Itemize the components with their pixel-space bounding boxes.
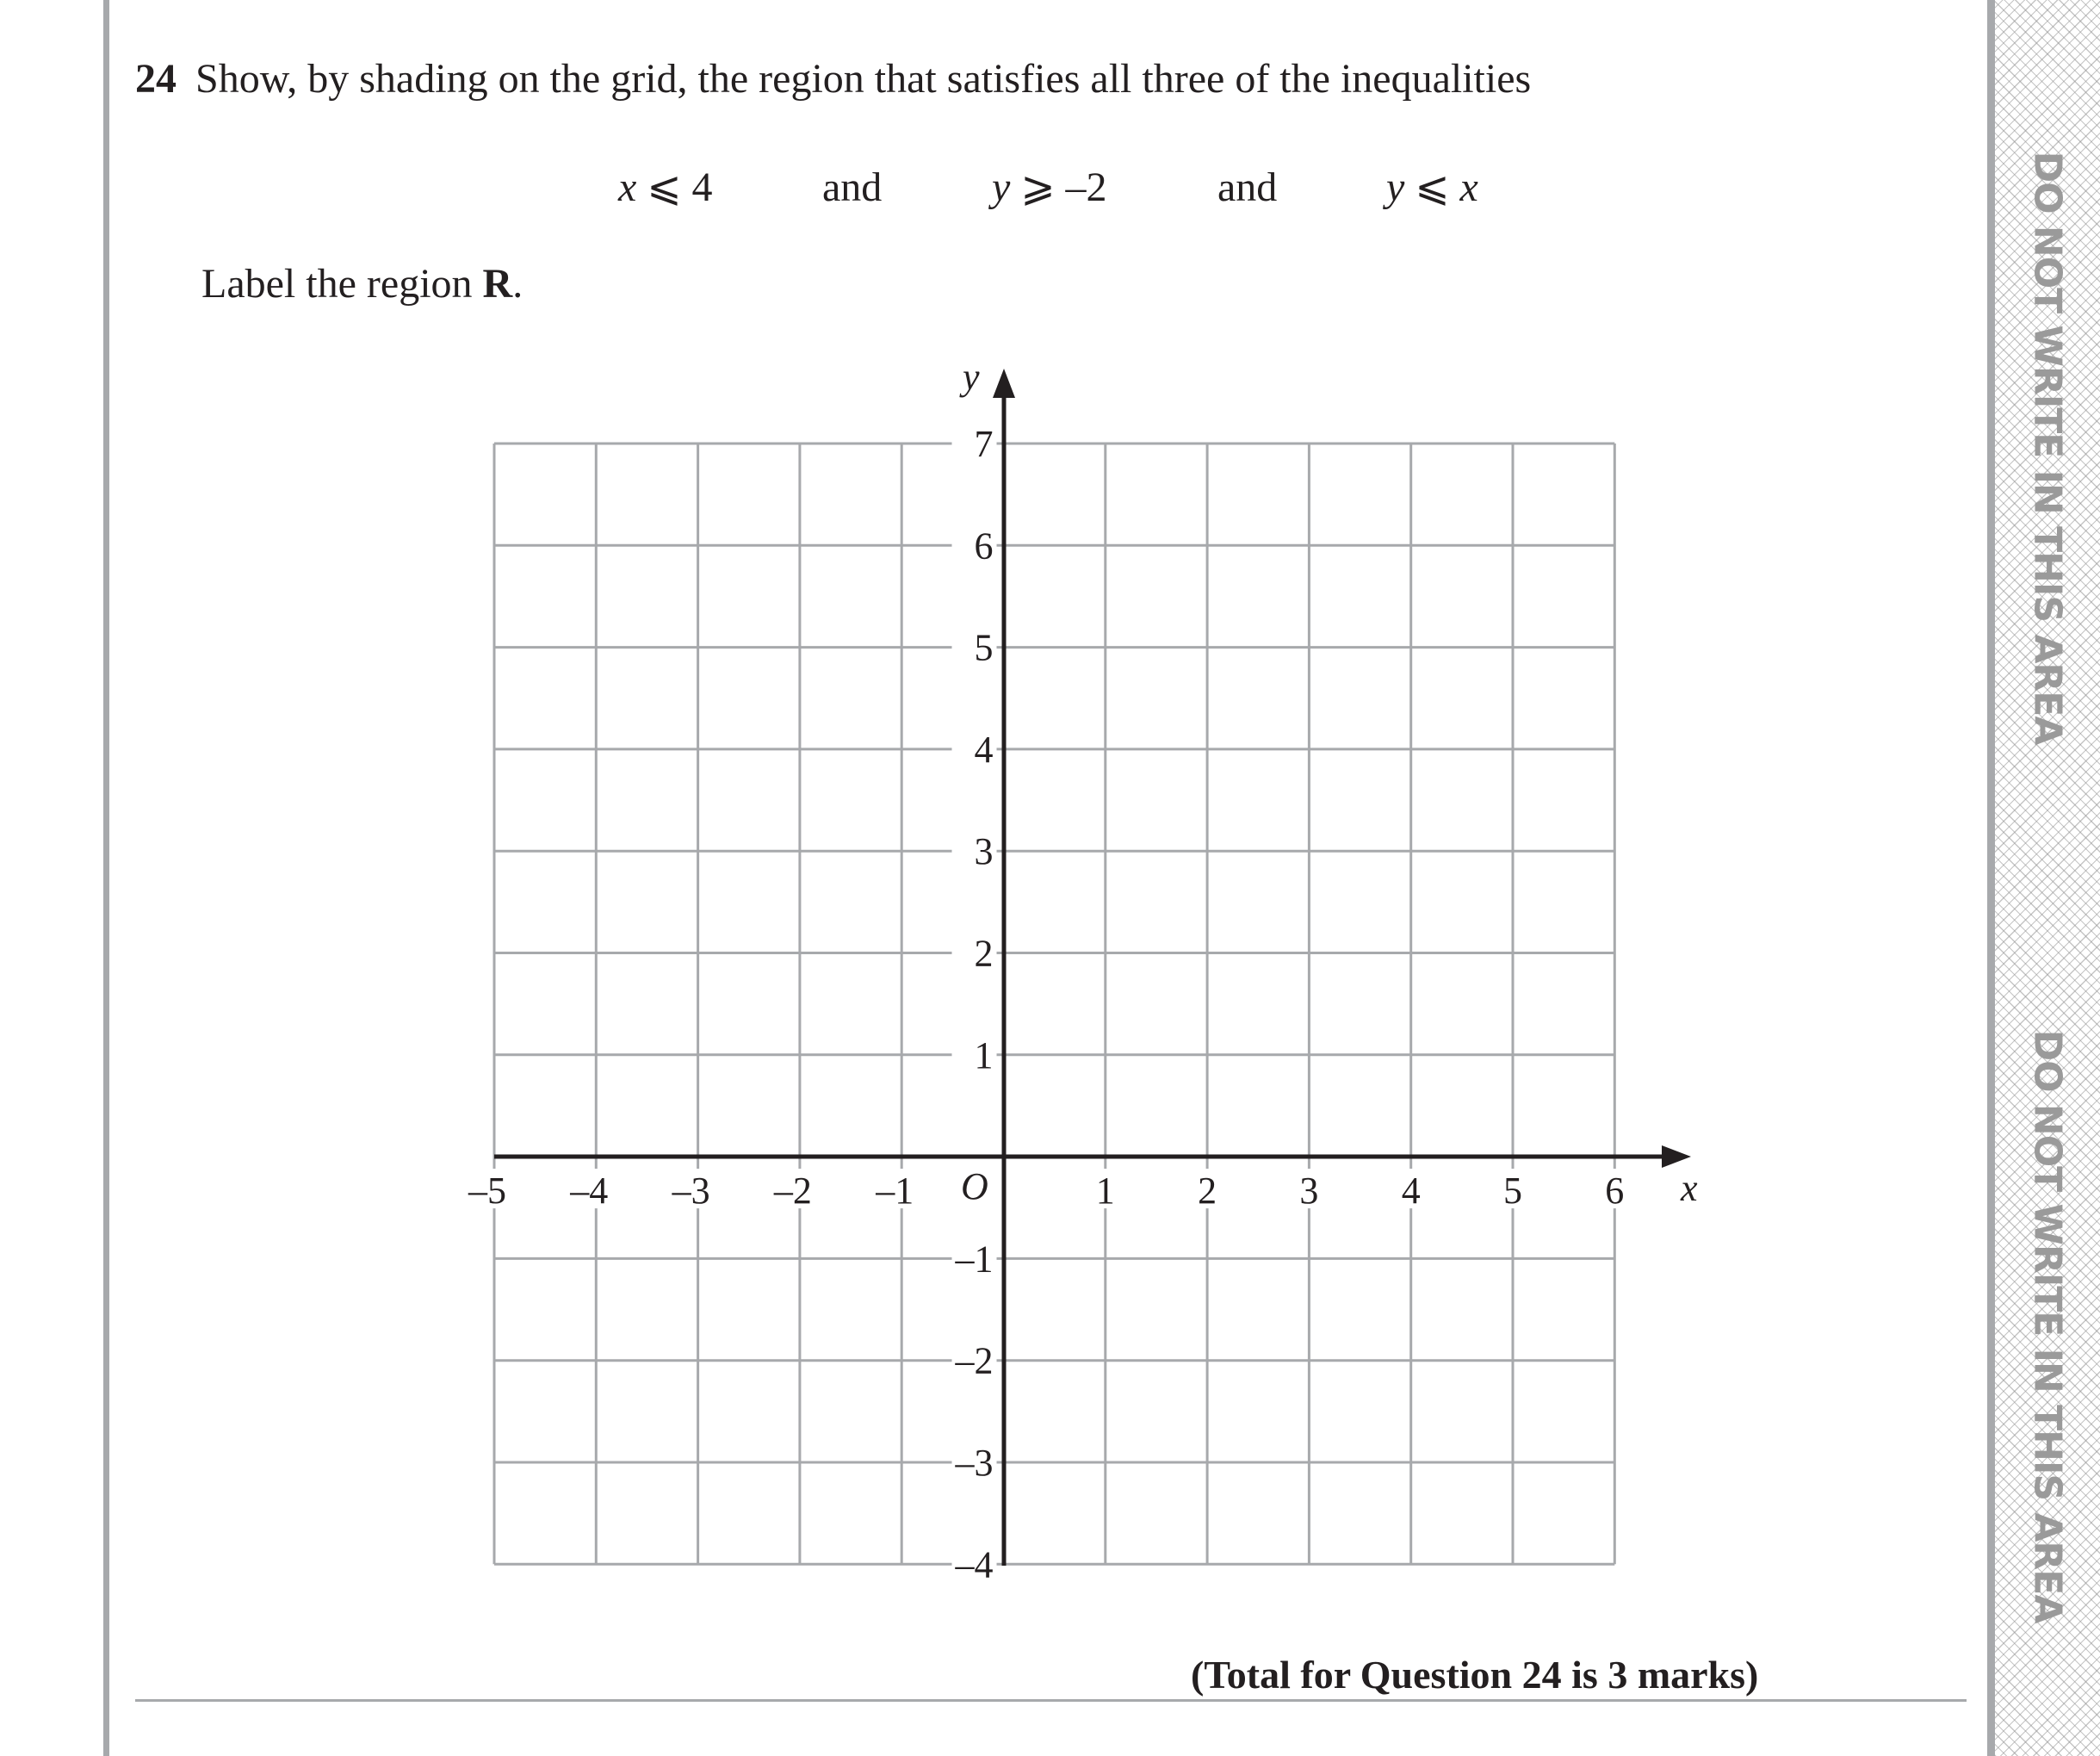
y-tick-label: –2 xyxy=(955,1339,994,1382)
y-tick-label: 6 xyxy=(974,524,994,568)
x-tick-label: 5 xyxy=(1503,1170,1522,1213)
page-right-border xyxy=(1987,0,1995,1756)
x-tick-label: –3 xyxy=(672,1170,710,1213)
question-number: 24 xyxy=(135,56,177,102)
x-tick-label: 6 xyxy=(1605,1170,1625,1213)
x-tick-label: –4 xyxy=(570,1170,609,1213)
x-tick-label: 2 xyxy=(1198,1170,1217,1213)
y-tick-label: 3 xyxy=(974,830,994,873)
x-tick-label: 4 xyxy=(1401,1170,1421,1213)
y-tick-label: 5 xyxy=(974,626,994,669)
region-label: R xyxy=(482,261,513,307)
tick-labels xyxy=(468,423,1635,1585)
inequality-connector-2: and xyxy=(1217,164,1278,210)
x-tick-label: 1 xyxy=(1095,1170,1115,1213)
question-total: (Total for Question 24 is 3 marks) xyxy=(1191,1653,1759,1697)
y-tick-label: 2 xyxy=(974,932,994,975)
y-tick-label: 7 xyxy=(974,423,994,465)
inequality-1: x ⩽ 4 xyxy=(618,164,713,210)
origin-label: O xyxy=(961,1165,988,1207)
x-axis-label: x xyxy=(1681,1167,1698,1209)
instruction: Label the region R. xyxy=(201,261,523,307)
y-tick-label: –3 xyxy=(955,1442,994,1484)
y-tick-label: 1 xyxy=(974,1033,994,1077)
y-tick-label: –1 xyxy=(955,1238,994,1281)
bottom-rule xyxy=(135,1699,1967,1702)
inequality-3: y ⩽ x xyxy=(1386,164,1478,210)
x-tick-label: –1 xyxy=(876,1170,914,1213)
x-axis-arrow xyxy=(1662,1145,1691,1168)
question-text: Show, by shading on the grid, the region that satisfies all three of the inequalities xyxy=(195,56,1532,102)
x-tick-label: –5 xyxy=(468,1170,506,1213)
y-tick-label: –4 xyxy=(955,1543,994,1586)
grid-lines xyxy=(494,444,1614,1564)
x-tick-label: 3 xyxy=(1299,1170,1319,1213)
y-axis-arrow xyxy=(993,369,1015,398)
x-tick-label: –2 xyxy=(773,1170,812,1213)
inequality-2: y ⩾ –2 xyxy=(992,164,1107,210)
y-axis-label: y xyxy=(963,356,980,398)
inequality-connector-1: and xyxy=(822,164,883,210)
y-tick-label: 4 xyxy=(974,728,994,771)
